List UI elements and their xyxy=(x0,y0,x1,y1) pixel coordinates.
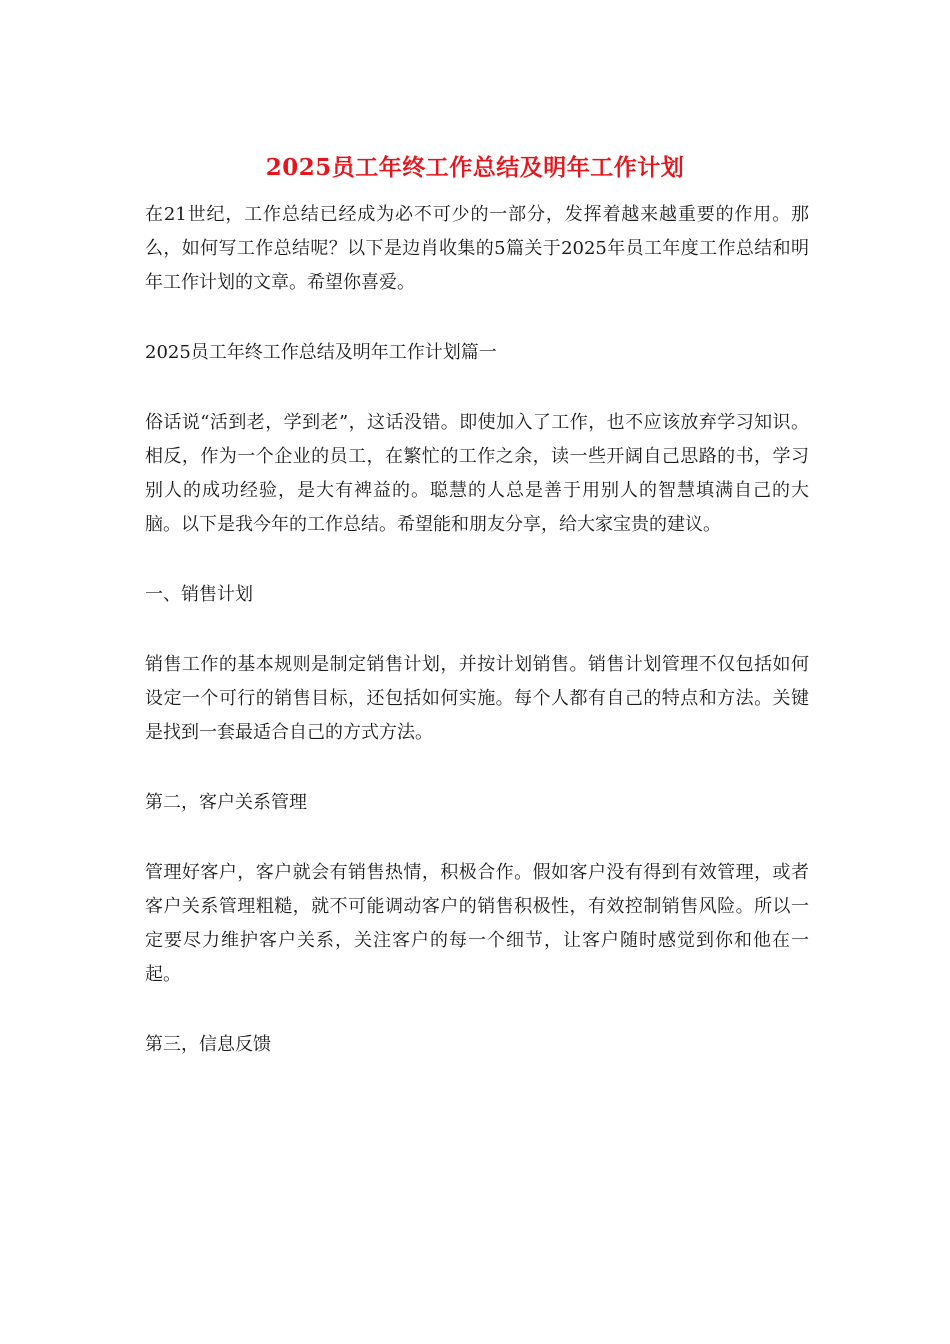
section-heading-customer-relations: 第二，客户关系管理 xyxy=(145,792,307,813)
section-heading-feedback: 第三，信息反馈 xyxy=(145,1034,271,1055)
paragraph-customer-relations: 管理好客户，客户就会有销售热情，积极合作。假如客户没有得到有效管理，或者客户关系管理粗糙，就不可能调动客户的销售积极性，有效控制销售风险。所以一定要尽力维护客户关系，关注客户的每一个细节，让客户随时感觉到你和他在一起。 xyxy=(145,862,809,985)
section-heading-part-one: 2025员工年终工作总结及明年工作计划篇一 xyxy=(145,342,497,363)
document-body xyxy=(145,198,809,1098)
section-heading-sales-plan: 一、销售计划 xyxy=(145,584,253,605)
paragraph-proverb: 俗话说“活到老，学到老”，这话没错。即使加入了工作，也不应该放弃学习知识。相反，作为一个企业的员工，在繁忙的工作之余，读一些开阔自己思路的书，学习别人的成功经验，是大有裨益的。聪慧的人总是善于用别人的智慧填满自己的大脑。以下是我今年的工作总结。希望能和朋友分享，给大家宝贵的建议。 xyxy=(145,412,809,535)
paragraph-sales-plan: 销售工作的基本规则是制定销售计划，并按计划销售。销售计划管理不仅包括如何设定一个可行的销售目标，还包括如何实施。每个人都有自己的特点和方法。关键是找到一套最适合自己的方式方法。 xyxy=(145,654,809,743)
intro-paragraph: 在21世纪，工作总结已经成为必不可少的一部分，发挥着越来越重要的作用。那么，如何写工作总结呢？以下是边肖收集的5篇关于2025年员工年度工作总结和明年工作计划的文章。希望你喜爱。 xyxy=(145,204,809,293)
document-title: 2025员工年终工作总结及明年工作计划 xyxy=(265,154,685,181)
